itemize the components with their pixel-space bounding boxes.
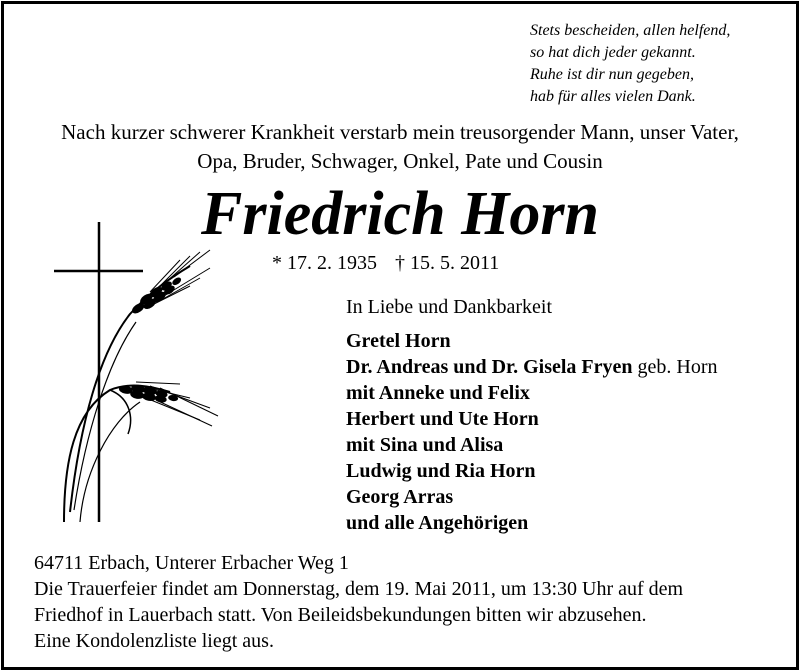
obituary-notice <box>1 1 799 670</box>
poem <box>530 20 770 108</box>
poem-line: Ruhe ist dir nun gegeben, <box>530 66 694 83</box>
mourners-intro: In Liebe und Dankbarkeit <box>346 296 553 318</box>
poem-line: Stets bescheiden, allen helfend, <box>530 22 731 39</box>
mourner-line <box>346 328 718 354</box>
death-date: † 15. 5. 2011 <box>395 252 500 274</box>
announcement-text <box>4 118 796 176</box>
mourner-line <box>346 380 718 406</box>
poem-line: hab für alles vielen Dank. <box>530 88 696 105</box>
cross-with-wheat-icon <box>50 222 225 527</box>
mourner-line <box>346 406 718 432</box>
mourner-name: Georg Arras <box>346 486 454 508</box>
poem-line: so hat dich jeder gekannt. <box>530 44 696 61</box>
funeral-details <box>34 550 784 654</box>
mourner-name: und alle Angehörigen <box>346 512 529 534</box>
mourner-line <box>346 484 718 510</box>
mourner-name: mit Sina und Alisa <box>346 434 504 456</box>
mourner-name: Ludwig und Ria Horn <box>346 460 536 482</box>
announcement-line: Opa, Bruder, Schwager, Onkel, Pate und Cousin <box>197 149 603 173</box>
mourner-line <box>346 354 718 380</box>
mourner-name: Herbert und Ute Horn <box>346 408 539 430</box>
address: 64711 Erbach, Unterer Erbacher Weg 1 <box>34 552 349 574</box>
life-dates <box>272 250 517 276</box>
mourner-line <box>346 432 718 458</box>
mourner-name: mit Anneke und Felix <box>346 382 530 404</box>
mourners-list <box>346 294 718 536</box>
funeral-notice-line: Eine Kondolenzliste liegt aus. <box>34 630 274 652</box>
birth-date: * 17. 2. 1935 <box>272 252 377 274</box>
mourner-name: Gretel Horn <box>346 330 451 352</box>
announcement-line: Nach kurzer schwerer Krankheit verstarb mein treusorgender Mann, unser Vater, <box>61 120 739 144</box>
mourner-suffix: geb. Horn <box>632 356 718 378</box>
mourner-name: Dr. Andreas und Dr. Gisela Fryen <box>346 356 633 378</box>
mourner-line <box>346 510 718 536</box>
deceased-name: Friedrich Horn <box>201 180 599 248</box>
funeral-notice-line: Friedhof in Lauerbach statt. Von Beileidsbekundungen bitten wir abzusehen. <box>34 604 647 626</box>
funeral-notice-line: Die Trauerfeier findet am Donnerstag, dem 19. Mai 2011, um 13:30 Uhr auf dem <box>34 578 684 600</box>
mourner-line <box>346 458 718 484</box>
